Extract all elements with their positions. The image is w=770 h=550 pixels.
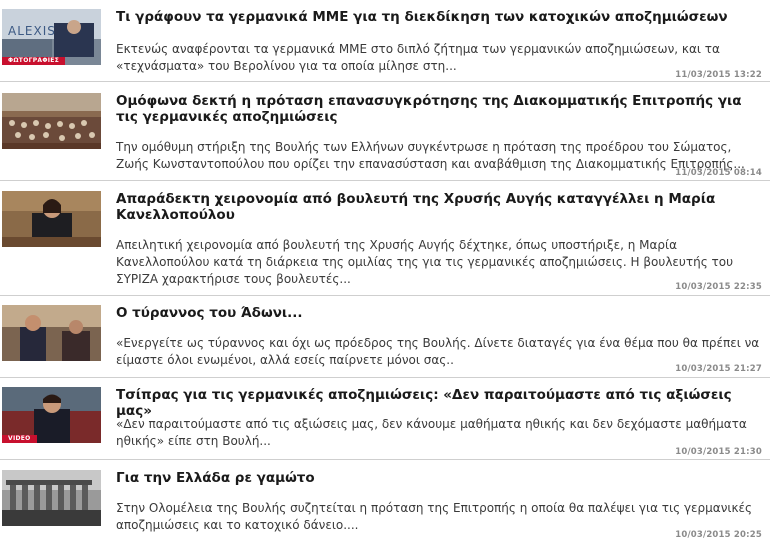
article-title[interactable]: Απαράδεκτη χειρονομία από βουλευτή της Χρυσής Αυγής καταγγέλλει η Μαρία Κανελλοπούλου (116, 191, 716, 223)
divider (0, 81, 770, 82)
article-date: 10/03/2015 21:30 (675, 447, 762, 457)
article-date: 11/03/2015 08:14 (675, 168, 762, 178)
article-title[interactable]: Ομόφωνα δεκτή η πρόταση επανασυγκρότησης της Διακομματικής Επιτροπής για τις γερμανικές αποζημιώσεις (116, 93, 742, 125)
article-title[interactable]: Για την Ελλάδα ρε γαμώτο (116, 470, 315, 486)
article-date: 10/03/2015 20:25 (675, 530, 762, 540)
article-thumbnail[interactable] (2, 470, 101, 526)
article-thumbnail[interactable] (2, 305, 101, 361)
article-excerpt: Εκτενώς αναφέρονται τα γερμανικά ΜΜΕ στο διπλό ζήτημα των γερμανικών αποζημιώσεων, και τα «τεχνάσματα» του Βερολίνου για τα οποία μίλησε στη... (116, 42, 720, 73)
article-date: 10/03/2015 21:27 (675, 364, 762, 374)
video-badge: VIDEO (2, 435, 37, 443)
article-title[interactable]: Τσίπρας για τις γερμανικές αποζημιώσεις: «Δεν παραιτούμαστε από τις αξιώσεις μας» (116, 387, 732, 419)
article-title[interactable]: Τι γράφουν τα γερμανικά ΜΜΕ για τη διεκδίκηση των κατοχικών αποζημιώσεων (116, 9, 728, 25)
article-title[interactable]: Ο τύραννος του Άδωνι... (116, 305, 303, 321)
divider (0, 377, 770, 378)
article-excerpt: Στην Ολομέλεια της Βουλής συζητείται η πρόταση της Επιτροπής η οποία θα παλέψει για τις γερμανικές αποζημιώσεις και το κατοχικό δάνειο.... (116, 501, 753, 532)
article-excerpt: Την ομόθυμη στήριξη της Βουλής των Ελλήνων συγκέντρωσε η πρόταση της προέδρου του Σώματος, Ζωής Κωνσταντοπούλου που ορίζει την επανασύσταση και αναβάθμιση της Διακομματικής Επιτροπής... (116, 140, 745, 171)
article-date: 10/03/2015 22:35 (675, 282, 762, 292)
article-date: 11/03/2015 13:22 (675, 70, 762, 80)
thumbnail-caption: ALEXIS (8, 24, 56, 38)
divider (0, 295, 770, 296)
article-excerpt: «Ενεργείτε ως τύραννος και όχι ως πρόεδρος της Βουλής. Δίνετε διαταγές για ένα θέμα που θα πρέπει να είμαστε όλοι ενωμένοι, αλλά εσείς παίρνετε μόνοι σας.. (116, 336, 760, 367)
photos-badge: ΦΩΤΟΓΡΑΦΙΕΣ (2, 57, 65, 65)
thumbnail-image (2, 305, 101, 361)
article-thumbnail[interactable] (2, 387, 101, 443)
divider (0, 180, 770, 181)
article-thumbnail[interactable] (2, 93, 101, 149)
article-thumbnail[interactable] (2, 9, 101, 65)
divider (0, 459, 770, 460)
thumbnail-image (2, 93, 101, 149)
article-excerpt: Απειλητική χειρονομία από βουλευτή της Χρυσής Αυγής δέχτηκε, όπως υποστήριξε, η Μαρία Κανελλοπούλου κατά τη διάρκεια της ομιλίας της για τις γερμανικές αποζημιώσεις. Η βουλευτής του ΣΥΡΙΖΑ χαρακτήρισε τους βουλευτές... (116, 238, 734, 286)
article-excerpt: «Δεν παραιτούμαστε από τις αξιώσεις μας, δεν κάνουμε μαθήματα ηθικής και δεν δεχόμαστε μαθήματα ηθικής» είπε στη Βουλή... (116, 417, 747, 448)
thumbnail-image (2, 470, 101, 526)
